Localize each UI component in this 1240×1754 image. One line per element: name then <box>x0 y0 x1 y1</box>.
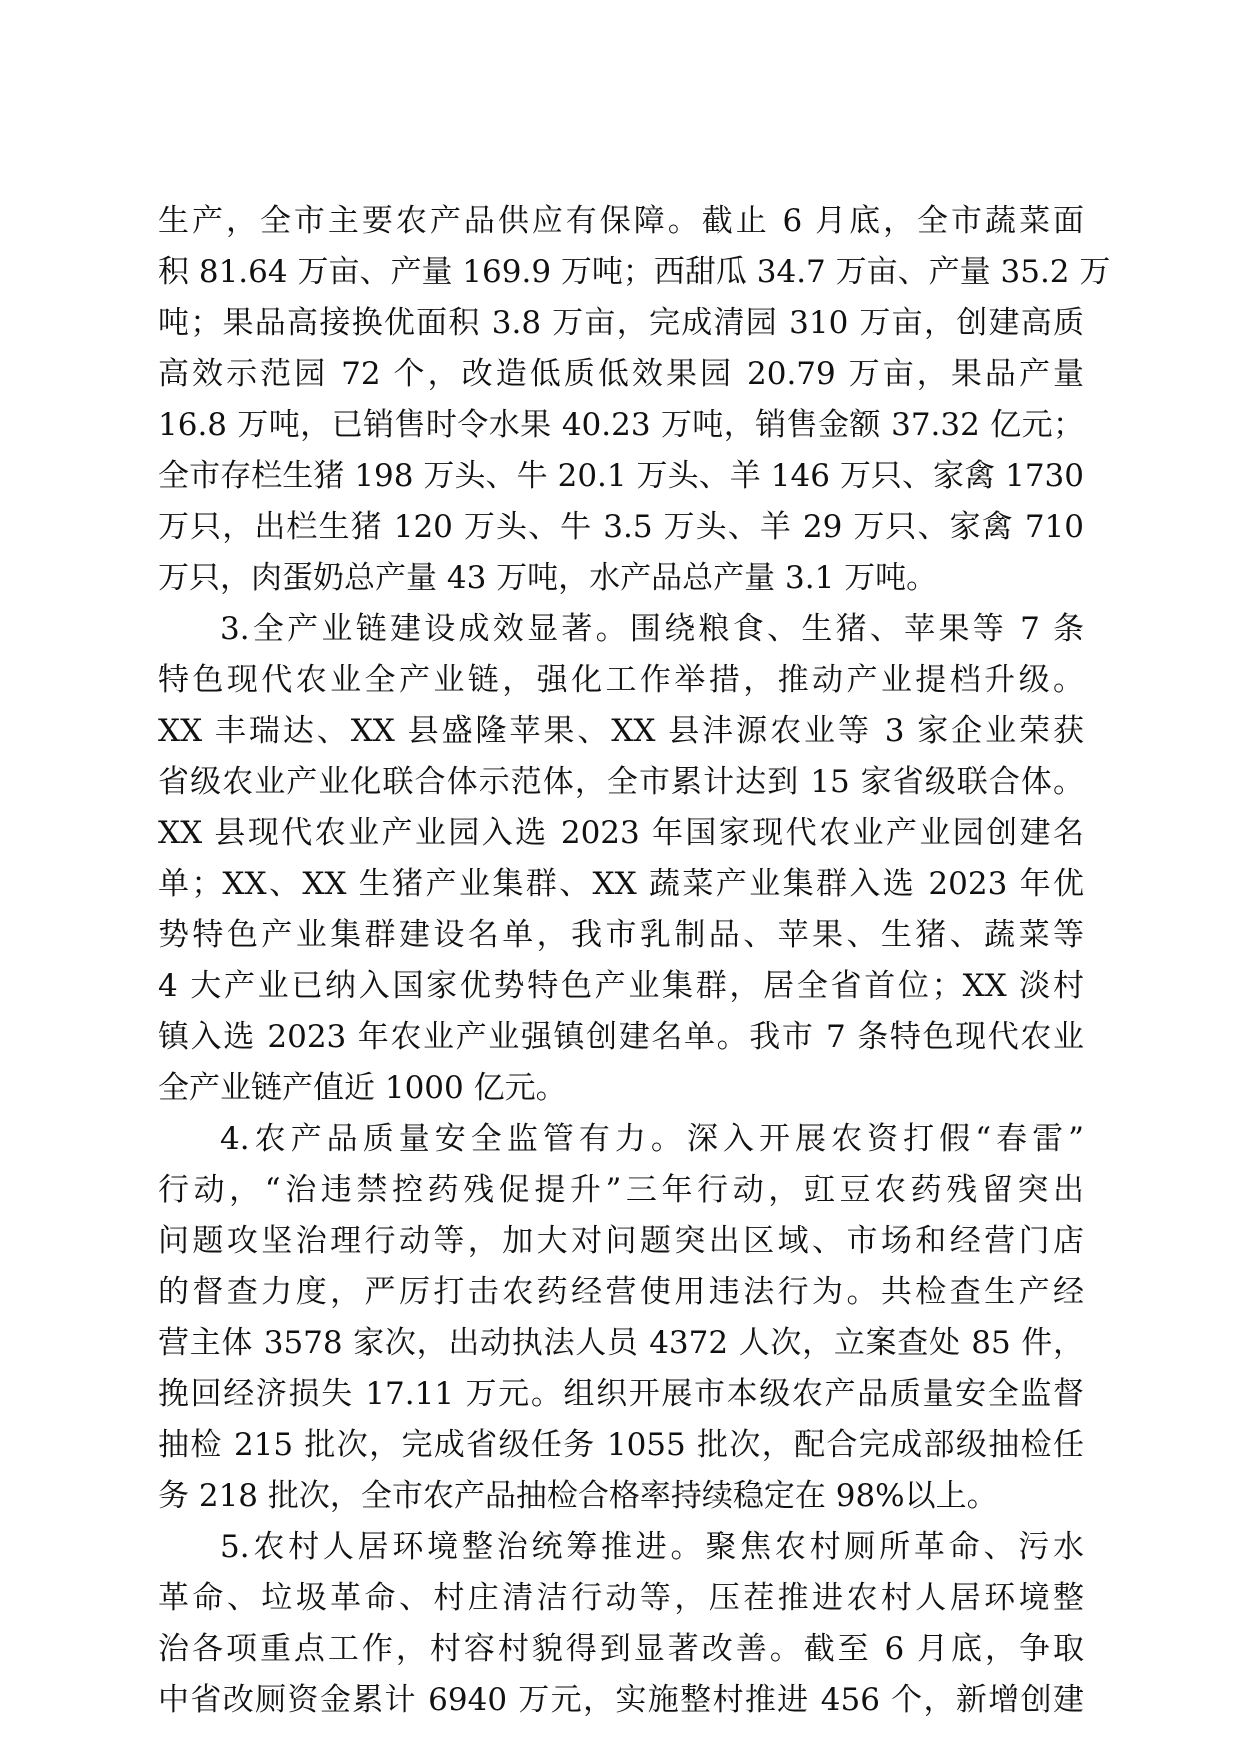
text-line: XX 丰瑞达、XX 县盛隆苹果、XX 县沣源农业等 3 家企业荣获 <box>158 713 1084 749</box>
paragraph-industry-chain <box>158 604 1084 1114</box>
text-line: 3.全产业链建设成效显著。围绕粮食、生猪、苹果等 7 条 <box>220 611 1084 647</box>
text-line: 4 大产业已纳入国家优势特色产业集群，居全省首位；XX 淡村 <box>158 968 1084 1004</box>
text-line: 16.8 万吨，已销售时令水果 40.23 万吨，销售金额 37.32 亿元； <box>158 407 1084 443</box>
text-line: 吨；果品高接换优面积 3.8 万亩，完成清园 310 万亩，创建高质 <box>158 305 1084 341</box>
text-line: 万只，肉蛋奶总产量 43 万吨，水产品总产量 3.1 万吨。 <box>158 560 938 596</box>
text-line: 全产业链产值近 1000 亿元。 <box>158 1070 567 1106</box>
text-line: 务 218 批次，全市农产品抽检合格率持续稳定在 98%以上。 <box>158 1478 998 1514</box>
paragraph-quality-safety <box>158 1114 1084 1522</box>
text-line: 高效示范园 72 个，改造低质低效果园 20.79 万亩，果品产量 <box>158 356 1084 392</box>
text-line: 行动，“治违禁控药残促提升”三年行动，豇豆农药残留突出 <box>158 1172 1084 1208</box>
text-line: 革命、垃圾革命、村庄清洁行动等，压茬推进农村人居环境整 <box>158 1580 1084 1616</box>
text-line: 特色现代农业全产业链，强化工作举措，推动产业提档升级。 <box>158 662 1084 698</box>
text-line: 镇入选 2023 年农业产业强镇创建名单。我市 7 条特色现代农业 <box>158 1019 1084 1055</box>
paragraph-continuation <box>158 196 1111 604</box>
text-line: 万只，出栏生猪 120 万头、牛 3.5 万头、羊 29 万只、家禽 710 <box>158 509 1084 545</box>
text-line: XX 县现代农业产业园入选 2023 年国家现代农业产业园创建名 <box>158 815 1084 851</box>
text-line: 治各项重点工作，村容村貌得到显著改善。截至 6 月底，争取 <box>158 1631 1084 1667</box>
text-line: 抽检 215 批次，完成省级任务 1055 批次，配合完成部级抽检任 <box>158 1427 1084 1463</box>
text-line: 5.农村人居环境整治统筹推进。聚焦农村厕所革命、污水 <box>220 1529 1084 1565</box>
text-line: 生产，全市主要农产品供应有保障。截止 6 月底，全市蔬菜面 <box>158 203 1084 239</box>
text-line: 的督查力度，严厉打击农药经营使用违法行为。共检查生产经 <box>158 1274 1084 1310</box>
document-page <box>158 196 1111 1726</box>
text-line: 挽回经济损失 17.11 万元。组织开展市本级农产品质量安全监督 <box>158 1376 1084 1412</box>
text-line: 4.农产品质量安全监管有力。深入开展农资打假“春雷” <box>220 1121 1084 1157</box>
text-line: 积 81.64 万亩、产量 169.9 万吨；西甜瓜 34.7 万亩、产量 35.2 万 <box>158 254 1111 290</box>
text-line: 中省改厕资金累计 6940 万元，实施整村推进 456 个，新增创建 <box>158 1682 1084 1718</box>
paragraph-living-environment <box>158 1522 1084 1726</box>
text-line: 势特色产业集群建设名单，我市乳制品、苹果、生猪、蔬菜等 <box>158 917 1084 953</box>
text-line: 省级农业产业化联合体示范体，全市累计达到 15 家省级联合体。 <box>158 764 1084 800</box>
text-line: 营主体 3578 家次，出动执法人员 4372 人次，立案查处 85 件， <box>158 1325 1084 1361</box>
text-line: 单；XX、XX 生猪产业集群、XX 蔬菜产业集群入选 2023 年优 <box>158 866 1084 902</box>
text-line: 问题攻坚治理行动等，加大对问题突出区域、市场和经营门店 <box>158 1223 1084 1259</box>
text-line: 全市存栏生猪 198 万头、牛 20.1 万头、羊 146 万只、家禽 1730 <box>158 458 1084 494</box>
